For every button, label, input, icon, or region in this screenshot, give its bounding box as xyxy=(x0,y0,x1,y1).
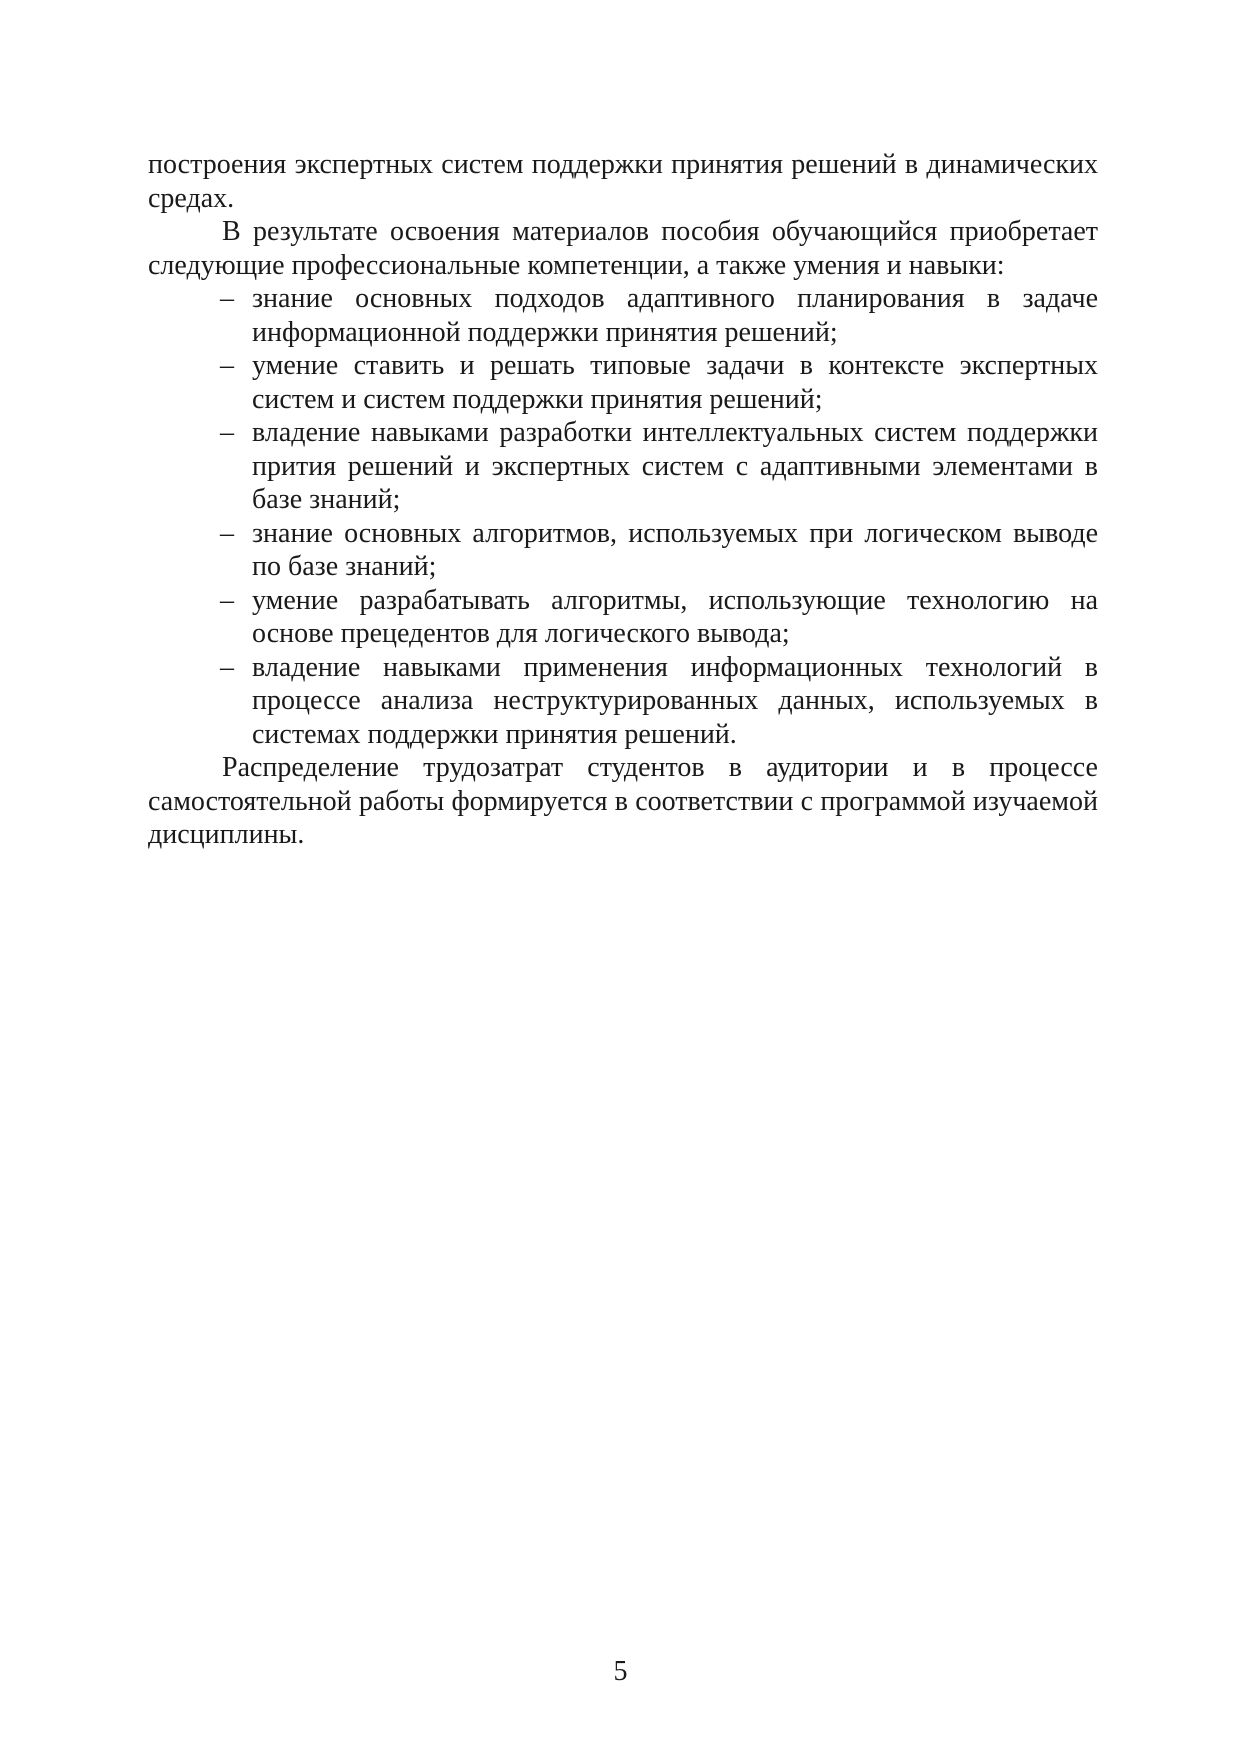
list-item-text: умение разрабатывать алгоритмы, использующие технологию на основе прецедентов для логического вывода; xyxy=(252,584,1098,649)
list-item-text: знание основных алгоритмов, используемых при логическом выводе по базе знаний; xyxy=(252,517,1098,582)
list-item xyxy=(220,651,1098,752)
list-item-text: умение ставить и решать типовые задачи в контексте экспертных систем и систем поддержки принятия решений; xyxy=(252,350,1098,415)
dash-marker: – xyxy=(220,283,234,314)
closing-paragraph: Распределение трудозатрат студентов в аудитории и в процессе самостоятельной работы формируется в соответствии с программой изучаемой дисциплины. xyxy=(148,752,1098,850)
continuation-paragraph: построения экспертных систем поддержки принятия решений в динамических средах. xyxy=(148,149,1098,214)
list-item xyxy=(220,282,1098,349)
list-item-text: владение навыками применения информационных технологий в процессе анализа неструктурированных данных, используемых в системах поддержки принятия решений. xyxy=(252,651,1098,750)
dash-marker: – xyxy=(220,417,234,448)
intro-paragraph: В результате освоения материалов пособия обучающийся приобретает следующие профессиональные компетенции, а также умения и навыки: xyxy=(148,216,1098,281)
list-item xyxy=(220,349,1098,416)
list-item xyxy=(220,416,1098,517)
list-item-text: знание основных подходов адаптивного планирования в задаче информационной поддержки принятия решений; xyxy=(252,283,1098,348)
list-item-text: владение навыками разработки интеллектуальных систем поддержки прития решений и экспертных систем с адаптивными элементами в базе знаний; xyxy=(252,417,1098,515)
body-text xyxy=(148,148,1098,852)
list-item xyxy=(220,517,1098,584)
dash-marker: – xyxy=(220,584,234,616)
competency-list xyxy=(148,282,1098,751)
list-item xyxy=(220,584,1098,651)
dash-marker: – xyxy=(220,350,234,381)
dash-marker: – xyxy=(220,651,234,683)
dash-marker: – xyxy=(220,517,234,549)
page-number: 5 xyxy=(613,1656,628,1687)
